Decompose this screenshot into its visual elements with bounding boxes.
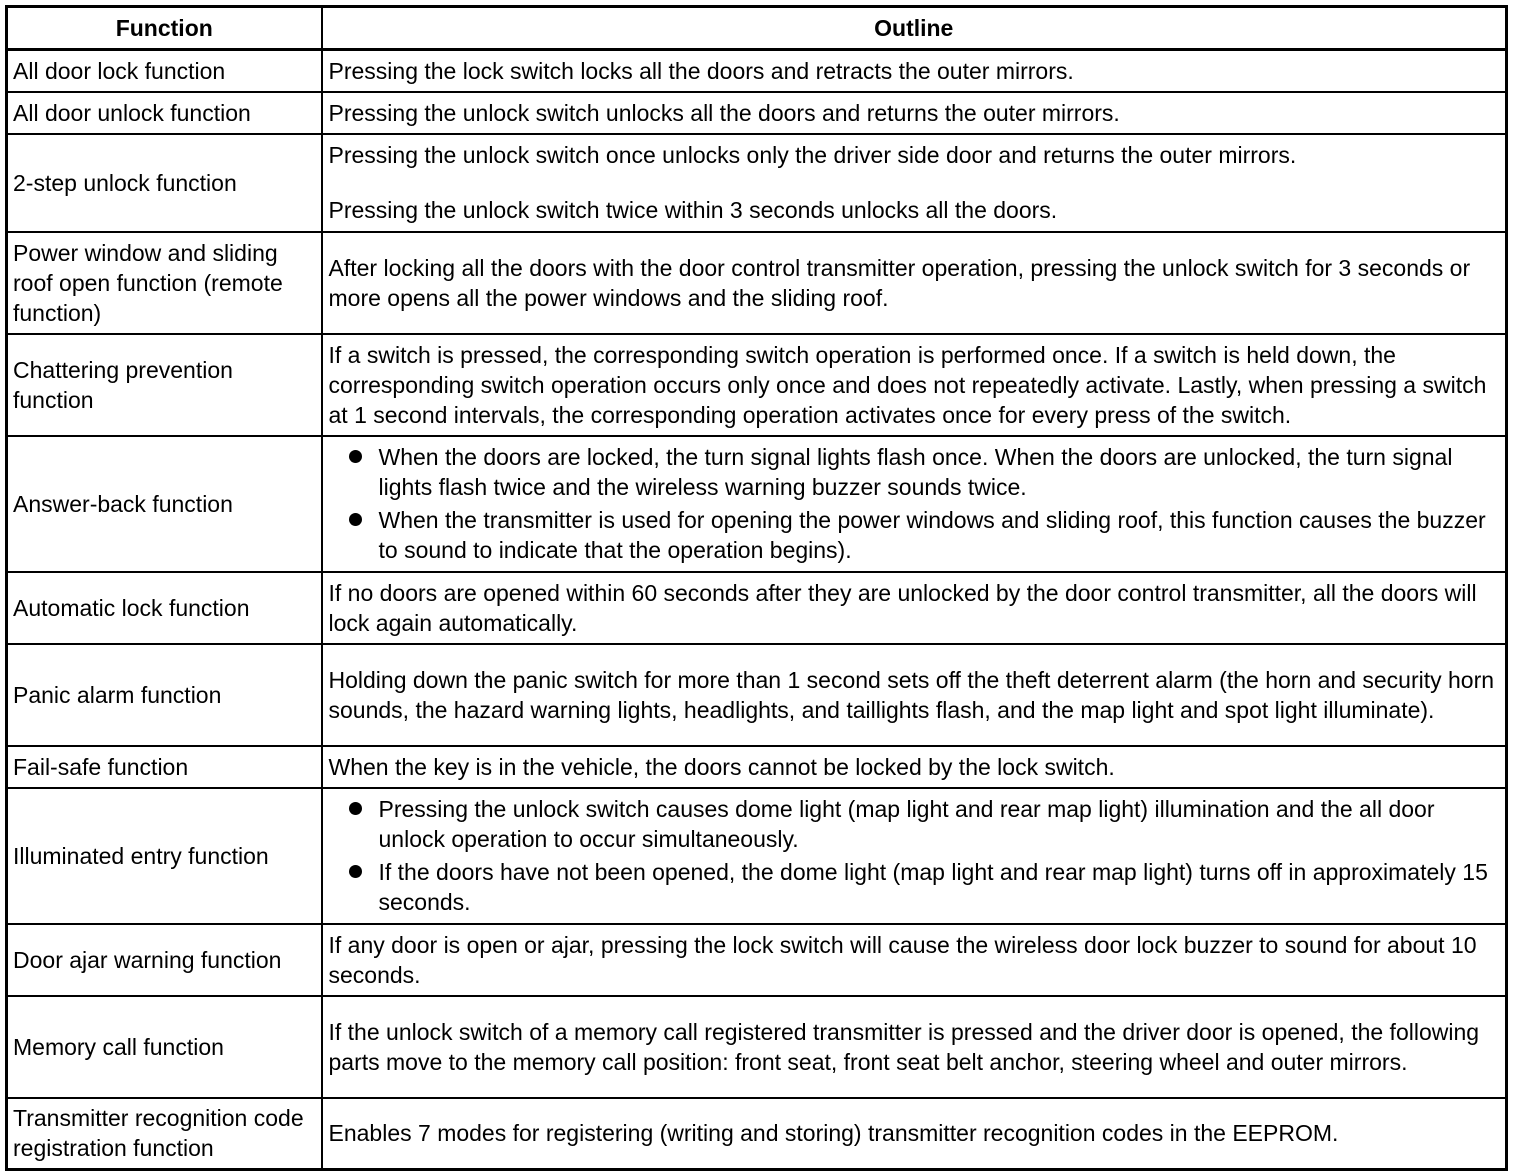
outline-text: If any door is open or ajar, pressing the lock switch will cause the wireless door lock buzzer to sound for about 10 seconds.	[328, 931, 1477, 988]
function-cell: Automatic lock function	[7, 572, 322, 644]
table-row	[7, 746, 1507, 788]
outline-cell	[322, 436, 1507, 572]
outline-text: Holding down the panic switch for more than 1 second sets off the theft deterrent alarm (the horn and security horn sounds, the hazard warning lights, headlights, and taillights flash, and the map light and spot light illuminate).	[328, 666, 1495, 723]
outline-cell	[322, 232, 1507, 334]
function-cell: Illuminated entry function	[7, 788, 322, 924]
bullet-icon	[349, 802, 362, 815]
function-cell: Power window and sliding roof open function (remote function)	[7, 232, 322, 334]
outline-text: When the key is in the vehicle, the doors cannot be locked by the lock switch.	[328, 753, 1115, 780]
table-row	[7, 436, 1507, 572]
outline-cell	[322, 996, 1507, 1098]
bullet-icon	[349, 513, 362, 526]
outline-cell	[322, 1098, 1507, 1170]
table-row	[7, 572, 1507, 644]
table-row	[7, 1098, 1507, 1170]
outline-cell	[322, 92, 1507, 134]
outline-cell	[322, 924, 1507, 996]
outline-cell	[322, 644, 1507, 746]
header-row	[7, 7, 1507, 50]
function-cell: Panic alarm function	[7, 644, 322, 746]
bullet-icon	[349, 450, 362, 463]
outline-cell	[322, 134, 1507, 232]
function-cell: Memory call function	[7, 996, 322, 1098]
outline-cell	[322, 572, 1507, 644]
bullet-icon	[349, 865, 362, 878]
header-function: Function	[7, 7, 322, 50]
function-cell: Chattering prevention function	[7, 334, 322, 436]
table-row	[7, 92, 1507, 134]
table-row	[7, 134, 1507, 232]
outline-text: Pressing the unlock switch once unlocks only the driver side door and returns the outer mirrors.	[328, 142, 1297, 168]
table-row	[7, 50, 1507, 92]
outline-text: After locking all the doors with the door control transmitter operation, pressing the unlock switch for 3 seconds or more opens all the power windows and the sliding roof.	[328, 254, 1471, 311]
function-cell: 2-step unlock function	[7, 134, 322, 232]
outline-text: If a switch is pressed, the corresponding switch operation is performed once. If a switch is held down, the corresponding switch operation occurs only once and does not repeatedly activate. Lastly, when pressing a switch at 1 second intervals, the corresponding operation activates once for every press of the switch.	[328, 341, 1487, 428]
list-item	[329, 442, 1500, 502]
table-row	[7, 644, 1507, 746]
function-cell: Answer-back function	[7, 436, 322, 572]
list-item	[329, 857, 1500, 917]
outline-cell	[322, 50, 1507, 92]
list-item-text: Pressing the unlock switch causes dome light (map light and rear map light) illumination and the all door unlock operation to occur simultaneously.	[378, 796, 1435, 852]
function-cell: Fail-safe function	[7, 746, 322, 788]
outline-cell	[322, 788, 1507, 924]
table-row	[7, 924, 1507, 996]
bullet-list	[329, 442, 1500, 565]
list-item-text: When the transmitter is used for opening the power windows and sliding roof, this function causes the buzzer to sound to indicate that the operation begins).	[378, 507, 1486, 563]
list-item	[329, 794, 1500, 854]
function-cell: Door ajar warning function	[7, 924, 322, 996]
table-row	[7, 232, 1507, 334]
outline-text: Enables 7 modes for registering (writing and storing) transmitter recognition codes in the EEPROM.	[328, 1120, 1339, 1147]
table-row	[7, 334, 1507, 436]
outline-cell	[322, 334, 1507, 436]
function-outline-table	[5, 5, 1508, 1171]
list-item-text: When the doors are locked, the turn signal lights flash once. When the doors are unlocked, the turn signal lights flash twice and the wireless warning buzzer sounds twice.	[378, 444, 1453, 500]
outline-text: Pressing the unlock switch twice within 3 seconds unlocks all the doors.	[328, 197, 1058, 223]
outline-cell	[322, 746, 1507, 788]
function-cell: All door unlock function	[7, 92, 322, 134]
outline-text: Pressing the lock switch locks all the doors and retracts the outer mirrors.	[328, 57, 1074, 84]
outline-text: If the unlock switch of a memory call registered transmitter is pressed and the driver door is opened, the following parts move to the memory call position: front seat, front seat belt anchor, steering wheel and outer mirrors.	[328, 1018, 1480, 1075]
list-item-text: If the doors have not been opened, the dome light (map light and rear map light) turns off in approximately 15 seconds.	[378, 859, 1488, 915]
table-row	[7, 996, 1507, 1098]
list-item	[329, 505, 1500, 565]
bullet-list	[329, 794, 1500, 917]
function-cell: All door lock function	[7, 50, 322, 92]
header-outline: Outline	[322, 7, 1507, 50]
outline-text: If no doors are opened within 60 seconds after they are unlocked by the door control transmitter, all the doors will lock again automatically.	[328, 579, 1477, 636]
function-cell: Transmitter recognition code registration function	[7, 1098, 322, 1170]
table-row	[7, 788, 1507, 924]
function-table-container	[5, 5, 1508, 1171]
outline-text: Pressing the unlock switch unlocks all the doors and returns the outer mirrors.	[328, 99, 1120, 126]
